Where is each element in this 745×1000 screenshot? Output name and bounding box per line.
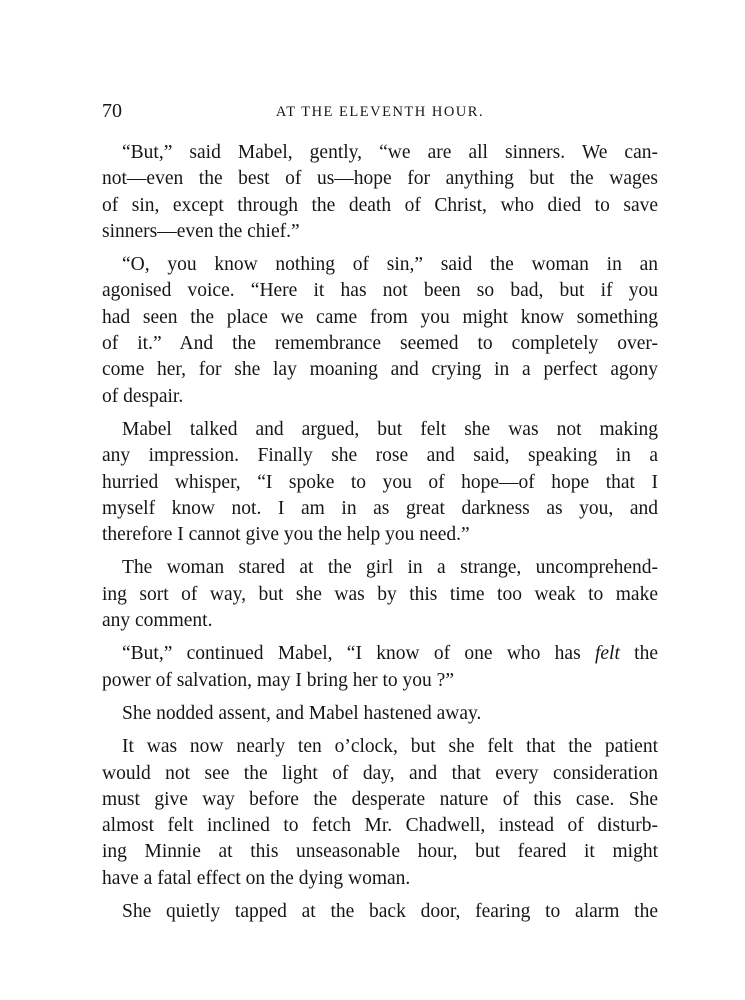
emphasized-word: felt	[594, 643, 620, 665]
text-line: have a fatal effect on the dying woman.	[102, 867, 411, 889]
text-line: “O, you know nothing of sin,” said the woman in an	[122, 254, 658, 276]
text-line: any comment.	[102, 610, 213, 632]
text-line: agonised voice. “Here it has not been so bad, but if you	[102, 280, 658, 302]
page-number: 70	[102, 100, 122, 122]
paragraph	[102, 417, 658, 548]
text-line: any impression. Finally she rose and said, speaking in a	[102, 445, 658, 467]
text-line: of sin, except through the death of Christ, who died to save	[102, 194, 658, 216]
text-line: She quietly tapped at the back door, fearing to alarm the	[122, 901, 658, 923]
paragraph	[102, 140, 658, 245]
paragraph	[102, 641, 658, 694]
text-run: “But,” continued Mabel, “I know of one who has	[122, 643, 595, 665]
text-run: the	[619, 643, 658, 665]
text-line: It was now nearly ten o’clock, but she felt that the patient	[122, 736, 658, 758]
text-line	[102, 641, 658, 667]
text-line: power of salvation, may I bring her to you ?”	[102, 669, 454, 691]
text-line: therefore I cannot give you the help you need.”	[102, 524, 470, 546]
paragraph	[102, 899, 658, 925]
text-line: She nodded assent, and Mabel hastened away.	[122, 702, 482, 724]
text-line: come her, for she lay moaning and crying in a perfect agony	[102, 359, 658, 381]
paragraph	[102, 701, 658, 727]
text-line: ing sort of way, but she was by this time too weak to make	[102, 583, 658, 605]
text-line: The woman stared at the girl in a strange, uncomprehend-	[122, 557, 658, 579]
text-line: myself know not. I am in as great darkness as you, and	[102, 497, 658, 519]
text-line: almost felt inclined to fetch Mr. Chadwell, instead of disturb-	[102, 815, 658, 837]
text-line: not—even the best of us—hope for anything but the wages	[102, 168, 658, 190]
text-line: sinners—even the chief.”	[102, 220, 300, 242]
running-title: AT THE ELEVENTH HOUR.	[275, 104, 485, 120]
text-line: Mabel talked and argued, but felt she was not making	[122, 418, 658, 440]
text-line: of it.” And the remembrance seemed to completely over-	[102, 333, 658, 355]
text-line: “But,” said Mabel, gently, “we are all sinners. We can-	[122, 142, 658, 163]
text-line: hurried whisper, “I spoke to you of hope—of hope that I	[102, 471, 658, 493]
body-text	[102, 140, 658, 925]
text-line: had seen the place we came from you might know something	[102, 306, 658, 328]
text-line: must give way before the desperate nature of this case. She	[102, 788, 658, 810]
text-line: would not see the light of day, and that every consideration	[102, 762, 658, 784]
paragraph	[102, 555, 658, 634]
text-line: ing Minnie at this unseasonable hour, but feared it might	[102, 841, 658, 863]
paragraph	[102, 252, 658, 410]
page-header	[102, 99, 658, 123]
paragraph	[102, 734, 658, 892]
text-line: of despair.	[102, 385, 184, 407]
